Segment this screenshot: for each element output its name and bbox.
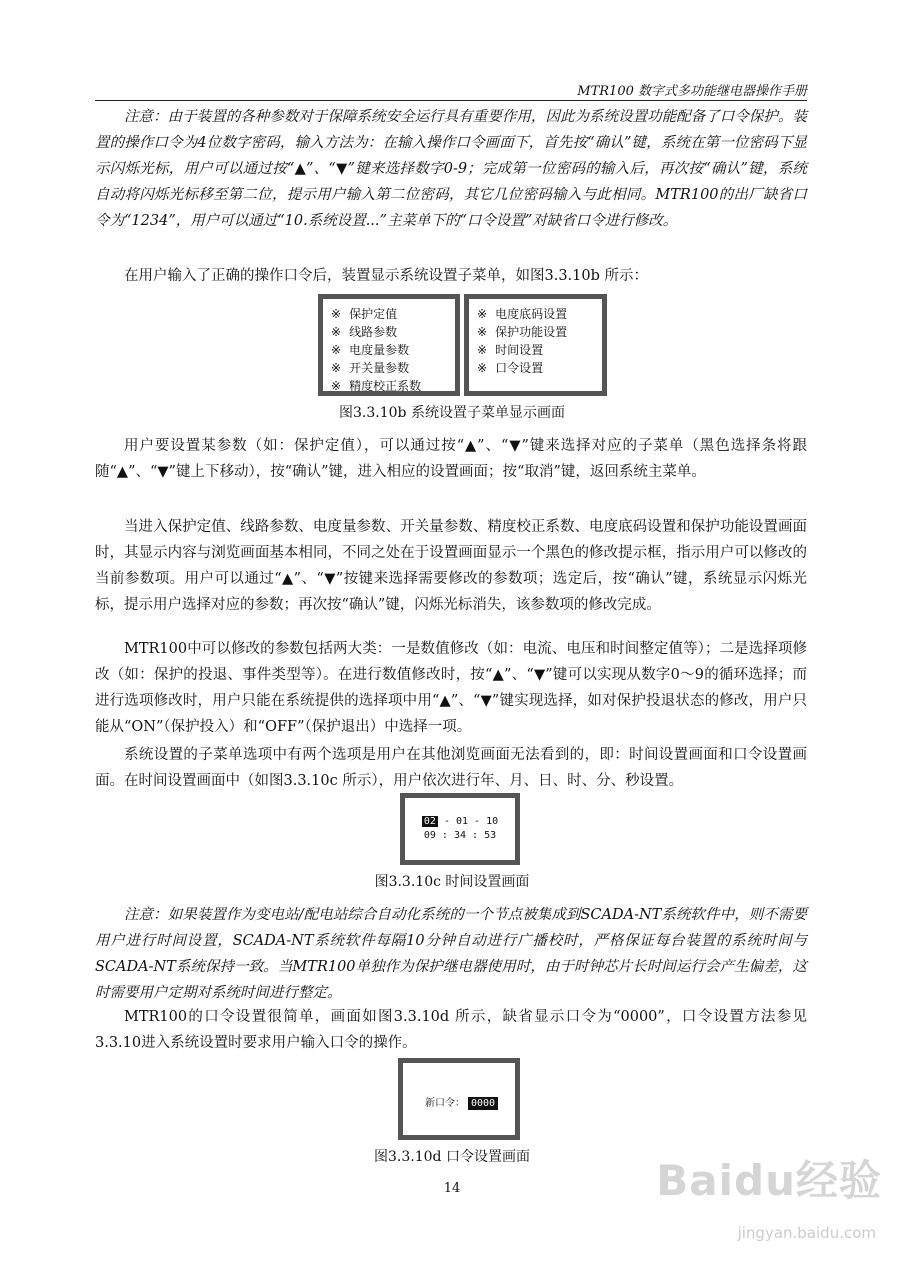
paragraph-select-submenu: 用户要设置某参数（如：保护定值），可以通过按“▲”、“▼”键来选择对应的子菜单（黑色选择条将跟随“▲”、“▼”键上下移动），按“确认”键，进入相应的设置画面；按“取消”键，返回系统主菜单。 — [95, 438, 807, 480]
bullet-mark-icon: ※ — [477, 361, 488, 375]
submenu-item: ※ 电度量参数 — [331, 343, 410, 357]
baidu-watermark — [656, 1148, 882, 1258]
page-header — [95, 78, 807, 101]
bullet-mark-icon: ※ — [331, 343, 342, 357]
submenu-list-left — [323, 299, 455, 395]
new-password-line — [425, 1094, 498, 1109]
submenu-list-right — [469, 299, 602, 377]
new-password-value: 0000 — [468, 1097, 498, 1110]
submenu-item: ※ 保护定值 — [331, 307, 398, 321]
note-paragraph-password: 注意：由于装置的各种参数对于保障系统安全运行具有重要作用，因此为系统设置功能配备了口令保护。装置的操作口令为4位数字密码，输入方法为：在输入操作口令画面下，首先按“确认”键，系统在第一位密码下显示闪烁光标，用户可以通过按“▲”、“▼”键来选择数字0-9；完成第一位密码的输入后，再次按“确认”键，系统自动将闪烁光标移至第二位，提示用户输入第二位密码，其它几位密码输入与此相同。MTR100的出厂缺省口令为“1234”，用户可以通过“10.系统设置...”主菜单下的“口令设置”对缺省口令进行修改。 — [95, 109, 807, 229]
paragraph-setting-screens: 当进入保护定值、线路参数、电度量参数、开关量参数、精度校正系数、电度底码设置和保护功能设置画面时，其显示内容与浏览画面基本相同，不同之处在于设置画面显示一个黑色的修改提示框，指示用户可以修改的当前参数项。用户可以通过“▲”、“▼”按键来选择需要修改的参数项；选定后，按“确认”键，系统显示闪烁光标，提示用户选择对应的参数；再次按“确认”键，闪烁光标消失，该参数项的修改完成。 — [95, 519, 807, 613]
bullet-mark-icon: ※ — [477, 325, 488, 339]
submenu-screen-right — [464, 294, 607, 396]
header-title: MTR100 数字式多功能继电器操作手册 — [577, 84, 807, 99]
submenu-screen-left — [318, 294, 460, 396]
bullet-mark-icon: ※ — [331, 325, 342, 339]
submenu-item: ※ 线路参数 — [331, 325, 398, 339]
submenu-item: ※ 保护功能设置 — [477, 325, 568, 339]
figure-caption-c: 图3.3.10c 时间设置画面 — [374, 874, 530, 890]
submenu-item: ※ 时间设置 — [477, 343, 544, 357]
paragraph-hidden-options: 系统设置的子菜单选项中有两个选项是用户在其他浏览画面无法看到的，即：时间设置画面和口令设置画面。在时间设置画面中（如图3.3.10c 所示），用户依次进行年、月、日、时、分、秒设置。 — [95, 747, 807, 789]
page-number: 14 — [443, 1181, 461, 1196]
date-line — [405, 816, 515, 827]
bullet-mark-icon: ※ — [331, 307, 342, 321]
date-rest: - 01 - 10 — [443, 816, 499, 827]
time-setting-screen — [400, 793, 520, 865]
paragraph-modifiable-params: MTR100中可以修改的参数包括两大类：一是数值修改（如：电流、电压和时间整定值等）；二是选择项修改（如：保护的投退、事件类型等）。在进行数值修改时，按“▲”、“▼”键可以实现从数字0～9的循环选择；而进行选项修改时，用户只能在系统提供的选择项中用“▲”、“▼”键实现选择，如对保护投退状态的修改，用户只能从“ON”（保护投入）和“OFF”（保护退出）中选择一项。 — [95, 641, 807, 735]
figure-caption-d: 图3.3.10d 口令设置画面 — [374, 1149, 530, 1165]
submenu-item: ※ 电度底码设置 — [477, 307, 568, 321]
blinking-cursor: 02 — [423, 816, 436, 827]
submenu-item: ※ 开关量参数 — [331, 361, 410, 375]
bullet-mark-icon: ※ — [477, 343, 488, 357]
new-password-label: 新口令： — [425, 1098, 465, 1109]
bullet-mark-icon: ※ — [331, 361, 342, 375]
watermark-url: jingyan.baidu.com — [737, 1224, 876, 1242]
submenu-item: ※ 口令设置 — [477, 361, 544, 375]
paragraph-submenu-intro: 在用户输入了正确的操作口令后，装置显示系统设置子菜单，如图3.3.10b 所示： — [124, 268, 649, 284]
time-line: 09 : 34 : 53 — [423, 830, 497, 841]
note-paragraph-time-sync: 注意：如果装置作为变电站/配电站综合自动化系统的一个节点被集成到SCADA-NT系统软件中，则不需要用户进行时间设置，SCADA-NT系统软件每隔10分钟自动进行广播校时，严格保证每台装置的系统时间与SCADA-NT系统保持一致。当MTR100单独作为保护继电器使用时，由于时钟芯片长时间运行会产生偏差，这时需要用户定期对系统时间进行整定。 — [95, 907, 807, 1001]
paragraph-password-setting: MTR100的口令设置很简单，画面如图3.3.10d 所示，缺省显示口令为“0000”，口令设置方法参见3.3.10进入系统设置时要求用户输入口令的操作。 — [95, 1009, 807, 1051]
bullet-mark-icon: ※ — [477, 307, 488, 321]
watermark-logo: Baidu经验 — [656, 1156, 882, 1205]
figure-caption-b: 图3.3.10b 系统设置子菜单显示画面 — [339, 405, 565, 421]
submenu-item: ※ 精度校正系数 — [331, 379, 422, 393]
bullet-mark-icon: ※ — [331, 379, 342, 393]
password-setting-screen — [398, 1058, 520, 1140]
